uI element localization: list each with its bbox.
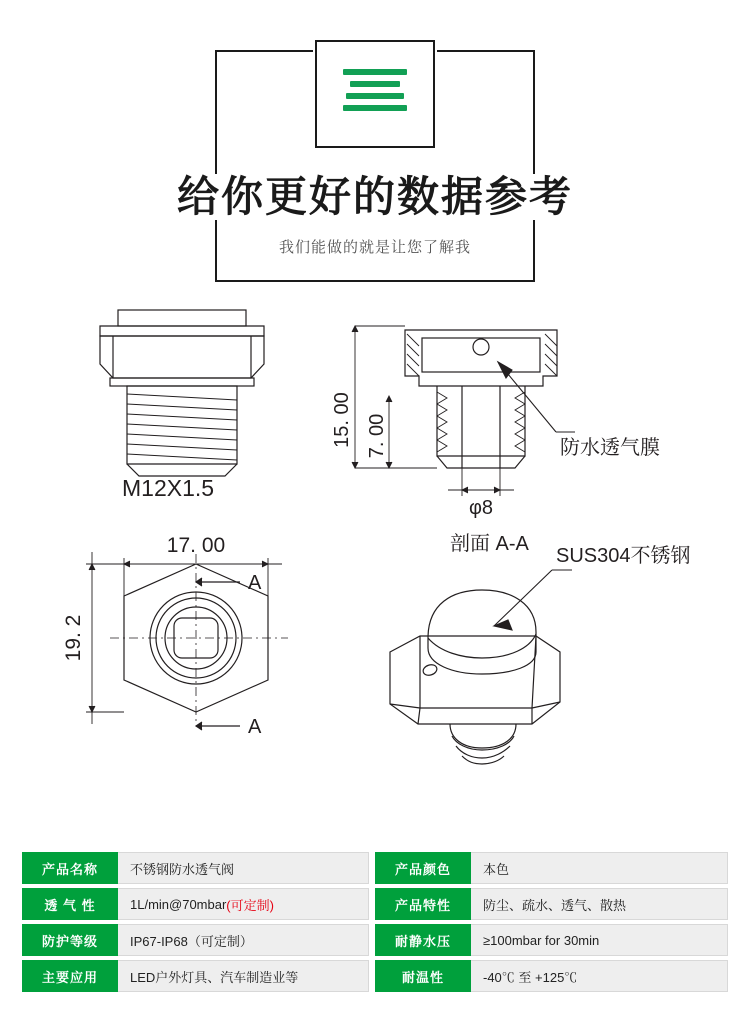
spec-value-text: 本色 [483, 861, 510, 877]
spec-value-text: IP67-IP68（可定制） [130, 933, 253, 949]
section-title: 剖面 A-A [450, 533, 529, 555]
page-header [0, 0, 750, 300]
table-row [375, 852, 728, 884]
dimension-diameter: φ8 [468, 497, 494, 519]
spec-table [22, 852, 728, 996]
spec-key: 主要应用 [22, 960, 118, 992]
table-row [375, 924, 728, 956]
spec-value [471, 924, 728, 956]
spec-value-text: -40℃ 至 +125℃ [483, 969, 578, 985]
spec-value [471, 888, 728, 920]
spec-value-text: LED户外灯具、汽车制造业等 [130, 969, 299, 985]
spec-key: 耐静水压 [375, 924, 471, 956]
thread-size-label: M12X1.5 [122, 475, 215, 501]
spec-key: 透 气 性 [22, 888, 118, 920]
dimension-height: 19. 2 [62, 614, 85, 662]
table-row [375, 888, 728, 920]
table-row [22, 852, 375, 884]
spec-value [471, 852, 728, 884]
spec-value [118, 960, 369, 992]
dimension-height-inner: 7. 00 [366, 413, 388, 459]
table-row [22, 960, 375, 992]
brand-logo [315, 40, 435, 148]
green-stripes-logo-icon [343, 69, 407, 119]
spec-value-text: 防尘、疏水、透气、散热 [483, 897, 627, 913]
spec-value-note: (可定制) [226, 897, 274, 913]
spec-key: 产品特性 [375, 888, 471, 920]
spec-column-right [375, 852, 728, 996]
spec-column-left [22, 852, 375, 996]
spec-value [118, 852, 369, 884]
page-subtitle: 我们能做的就是让您了解我 [278, 239, 471, 257]
table-row [22, 924, 375, 956]
dimension-height-total: 15. 00 [331, 392, 353, 448]
spec-key: 耐温性 [375, 960, 471, 992]
spec-key: 防护等级 [22, 924, 118, 956]
page-title: 给你更好的数据参考 [163, 174, 587, 220]
spec-key: 产品颜色 [375, 852, 471, 884]
spec-value [471, 960, 728, 992]
dimension-width: 17. 00 [166, 534, 226, 557]
section-mark-bottom: A [248, 716, 262, 738]
spec-value [118, 924, 369, 956]
technical-drawings [0, 300, 750, 830]
table-row [22, 888, 375, 920]
spec-value-text: ≥100mbar for 30min [483, 932, 600, 948]
spec-value-text: 1L/min@70mbar [130, 896, 227, 912]
membrane-label: 防水透气膜 [560, 437, 660, 459]
spec-value-text: 不锈钢防水透气阀 [130, 861, 235, 877]
spec-key: 产品名称 [22, 852, 118, 884]
section-mark-top: A [248, 572, 262, 594]
spec-value [118, 888, 369, 920]
table-row [375, 960, 728, 992]
material-label: SUS304不锈钢 [556, 545, 691, 567]
